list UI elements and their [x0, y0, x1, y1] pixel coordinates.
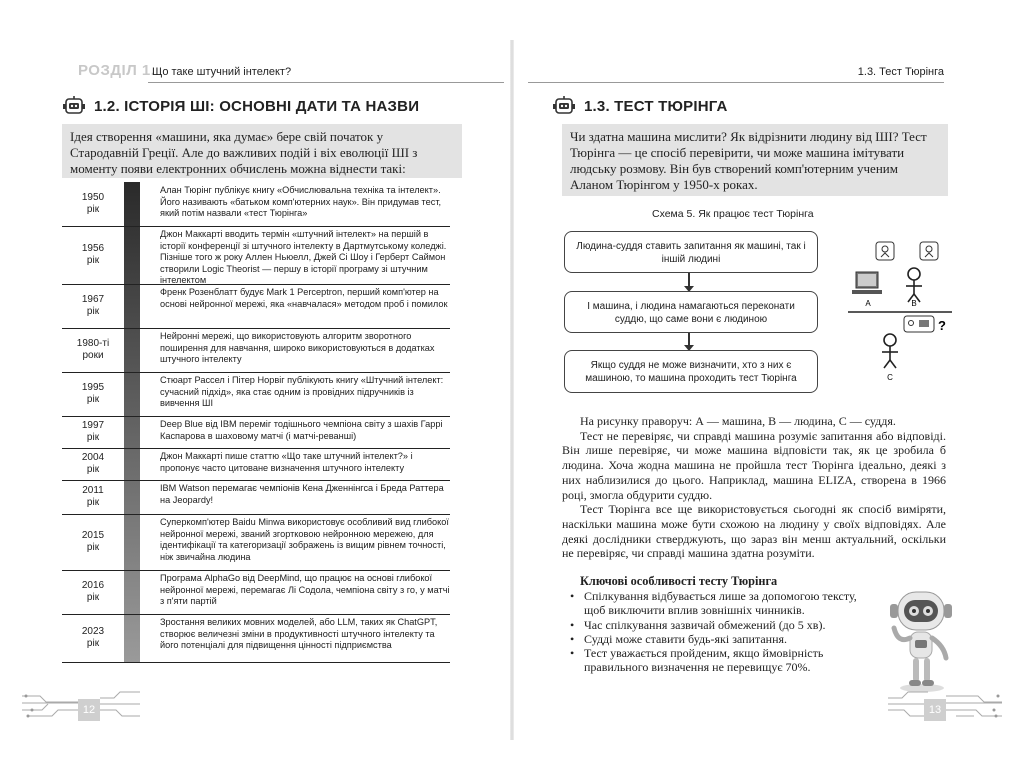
- running-title-right: 1.3. Тест Тюрінга: [857, 66, 944, 78]
- timeline-text: Джон Маккарті вводить термін «штучний інтелект» на першій в історії конференції зі штучного інтелекту в Дартмутському коледжі. Пізніше того ж року Аллен Ньюелл, Джей Сі Шоу і Герберт Саймон створили Logic Theorist — першу в історії програму зі штучним інтелектом: [160, 229, 447, 285]
- header-rule-left: [148, 82, 504, 83]
- speech-bubble-icon: [876, 242, 894, 260]
- timeline-text: Стюарт Рассел і Пітер Норвіг публікують книгу «Штучний інтелект: сучасний підхід», яка стає одним із провідних підручників із вивчення ШІ: [160, 375, 444, 408]
- person-icon: [884, 334, 896, 346]
- speech-bubble-icon: [920, 242, 938, 260]
- turing-body: [562, 414, 946, 561]
- timeline-row: [62, 372, 450, 417]
- list-item: • Тест уважається пройденим, якщо ймовірність правильного визначення не перевищує 70%.: [566, 646, 878, 675]
- schema-step-3: Якщо суддя не може визначити, хто з них є машиною, то машина проходить тест Тюрінга: [564, 350, 818, 393]
- body-paragraph-1: На рисунку праворуч: А — машина, В — людина, С — суддя.: [580, 414, 896, 428]
- schema-arrow-2: [688, 333, 690, 349]
- list-item: • Спілкування відбувається лише за допомогою тексту, щоб виключити вплив зовнішніх чинників.: [566, 589, 878, 618]
- circuit-decoration-right: [946, 688, 1002, 718]
- label-b: B: [911, 299, 917, 308]
- timeline-year: 1967 рік: [81, 294, 105, 317]
- robot-illustration: [884, 588, 960, 694]
- timeline-row: [62, 514, 450, 571]
- timeline-year: 1997 рік: [81, 420, 105, 443]
- schema-step-1: Людина-суддя ставить запитання як машині, так і іншій людині: [564, 231, 818, 273]
- timeline-text: Суперкомп'ютер Baidu Minwa використовує особливий вид глибокої нейронної мережі, званий згортковою нейронною мережею, для ідентифікації та категоризації зображень із вищим рівнем точності, ніж звичайна людина: [160, 517, 449, 562]
- label-a: A: [865, 299, 871, 308]
- schema-arrow-1: [688, 273, 690, 290]
- timeline-year: 2016 рік: [81, 580, 105, 603]
- timeline-text: Алан Тюрінг публікує книгу «Обчислювальна техніка та інтелект». Його називають «батьком комп'ютерних наук». Він придумав тест, який потім назвали «тест Тюрінга»: [160, 185, 442, 218]
- section-heading-history: [62, 96, 419, 116]
- timeline-text: Нейронні мережі, що використовують алгоритм зворотного поширення для навчання, широко використовуються в додатках штучного інтелекту: [160, 331, 435, 364]
- page-number-left: 12: [78, 699, 100, 721]
- key-features-list: [566, 589, 878, 675]
- timeline-text: IBM Watson перемагає чемпіонів Кена Дженнінгса і Бреда Раттера на Jeopardy!: [160, 483, 444, 505]
- timeline-text: Френк Розенблатт будує Mark 1 Perceptron, перший комп'ютер на основі нейронної мережі, яка «навчалася» методом проб і помилок: [160, 287, 448, 309]
- label-c: C: [887, 373, 893, 382]
- timeline-row: [62, 614, 450, 663]
- timeline-row: [62, 182, 450, 227]
- timeline-year: 2011 рік: [82, 485, 104, 508]
- timeline-row: [62, 448, 450, 481]
- timeline-year: 1956 рік: [81, 243, 105, 266]
- circuit-decoration-right-2: [888, 688, 928, 718]
- header-rule-right: [528, 82, 944, 83]
- timeline-text: Зростання великих мовних моделей, або LLM, таких як ChatGPT, створює величезні зміни в продуктивності штучного інтелекту та його потенціалі для підвищення цінності підприємства: [160, 617, 438, 650]
- history-intro: Ідея створення «машини, яка думає» бере свій початок у Стародавній Греції. Але до важливих подій і віх еволюції ШІ з моменту появи електронних обчислень можна віднести такі:: [62, 124, 462, 178]
- key-features-title: Ключові особливості тесту Тюрінга: [580, 574, 778, 588]
- book-spine: [510, 40, 514, 740]
- timeline-row: [62, 284, 450, 329]
- question-mark: ?: [938, 318, 946, 333]
- timeline-row: [62, 416, 450, 449]
- body-paragraph-2: Тест не перевіряє, чи справді машина розуміє запитання або відповіді. Він лише перевіряє, чи може машина відповісти так, як це зробила б людина. Хоча жодна машина не пройшла тест Тюрінга ідеально, деякі з них наблизилися до цього. Наприклад, машина ELIZA, створена в 1966 році, змогла обдурити суддю.: [562, 428, 946, 502]
- timeline-year: 2015 рік: [81, 530, 105, 553]
- body-paragraph-3: Тест Тюрінга все ще використовується сьогодні як спосіб виміряти, наскільки машина може бути схожою на людину у своїх відповідях. Але деякі дослідники стверджують, що зараз він менш актуальний, оскільки не перевіряє, чи справді машина здатна розуміти.: [562, 502, 946, 561]
- person-icon: [908, 268, 920, 280]
- timeline-year: 1950 рік: [81, 192, 105, 215]
- section-title-turing: 1.3. ТЕСТ ТЮРІНГА: [584, 97, 728, 115]
- circuit-decoration-left: [22, 688, 78, 718]
- section-title-history: 1.2. ІСТОРІЯ ШІ: ОСНОВНІ ДАТИ ТА НАЗВИ: [94, 97, 420, 115]
- list-item: • Судді може ставити будь-які запитання.: [566, 632, 878, 646]
- list-item: • Час спілкування зазвичай обмежений (до 5 хв).: [566, 618, 878, 632]
- page-number-right: 13: [924, 699, 946, 721]
- timeline-text: Deep Blue від IBM переміг тодішнього чемпіона світу з шахів Гаррі Каспарова в шаховому матчі (і матчі-реванші): [160, 419, 443, 441]
- schema-step-2: І машина, і людина намагаються переконати суддю, що саме вони є людиною: [564, 291, 818, 333]
- timeline-row: [62, 570, 450, 615]
- robot-icon: [62, 96, 86, 116]
- section-heading-turing: [552, 96, 728, 116]
- timeline-text: Джон Маккарті пише статтю «Що таке штучний інтелект?» і пропонує часто цитоване визначення штучного інтелекту: [160, 451, 413, 473]
- chapter-label: РОЗДІЛ 1.: [78, 62, 156, 79]
- turing-test-illustration: [848, 240, 952, 390]
- timeline-year: 2023 рік: [81, 626, 105, 649]
- turing-intro: Чи здатна машина мислити? Як відрізнити людину від ШІ? Тест Тюрінга — це спосіб перевірити, чи може машина імітувати людську розмову. Він був створений комп'ютерним ученим Аланом Тюрінгом у 1950-х роках.: [562, 124, 948, 196]
- timeline-row: [62, 226, 450, 285]
- timeline-text: Програма AlphaGo від DeepMind, що працює на основі глибокої нейронної мережі, перемагає Лі Содола, чемпіона світу з го, у матчі з п'яти партій: [160, 573, 450, 606]
- timeline-year: 1980-ті роки: [76, 338, 110, 361]
- timeline-row: [62, 480, 450, 515]
- timeline-year: 1995 рік: [81, 382, 105, 405]
- timeline-year: 2004 рік: [81, 452, 105, 475]
- schema-caption: Схема 5. Як працює тест Тюрінга: [652, 208, 814, 220]
- robot-icon: [552, 96, 576, 116]
- chapter-title: Що таке штучний інтелект?: [152, 66, 292, 78]
- timeline-row: [62, 328, 450, 373]
- circuit-decoration-left-2: [100, 688, 140, 718]
